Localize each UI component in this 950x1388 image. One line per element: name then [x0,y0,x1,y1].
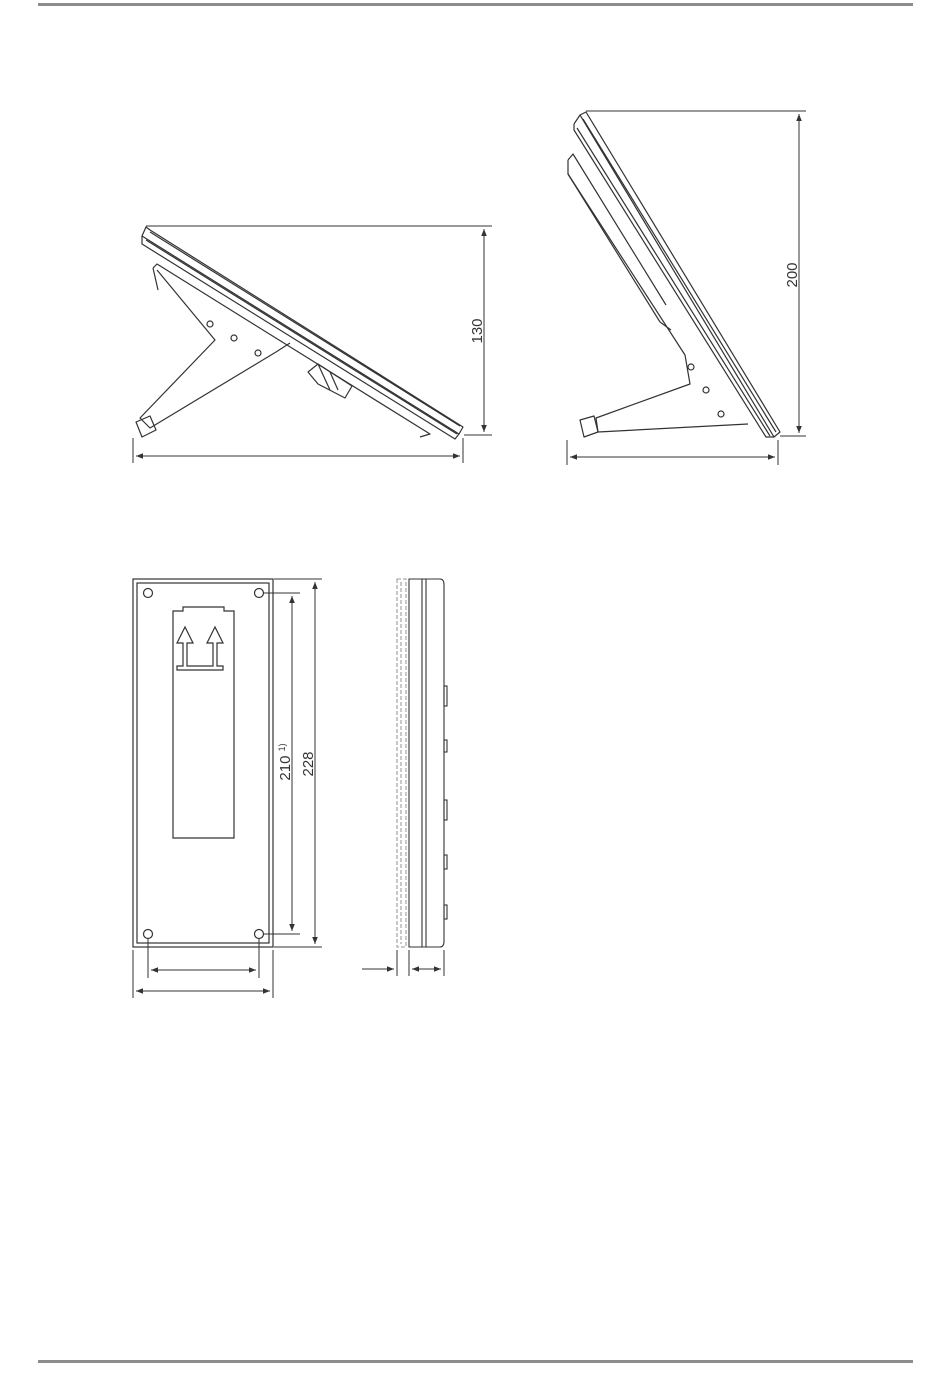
dims-rear [133,579,322,998]
side-button [444,740,447,752]
panel-body-steep [574,115,774,437]
rear-housing-shallow [153,264,430,437]
stand-leg-steep [568,174,748,432]
mounting-hole [255,930,264,939]
side-button [444,905,447,919]
mounting-hole [255,589,264,598]
screw-hole [703,387,709,393]
screw-hole [231,335,237,341]
side-view-steep [568,112,780,437]
up-arrows-icon [177,627,223,670]
dims-profile [362,950,444,976]
side-view-shallow [136,227,463,439]
side-profile [397,579,447,947]
panel-front-shallow [142,227,463,434]
screw-hole [255,350,261,356]
height-label-steep: 200 [784,262,801,288]
screw-hole [688,364,694,370]
side-button [444,800,447,820]
stand-foot-steep [580,416,598,437]
rear-housing-steep [568,154,666,322]
panel-body-shallow [142,236,459,439]
mounting-hole [144,930,153,939]
hole-spacing-label: 210 $^{1)}$ [277,743,294,781]
stand-leg-shallow [140,270,290,428]
screw-hole [718,411,724,417]
height-label-shallow: 130 [469,318,486,344]
battery-compartment [173,607,234,838]
rear-view [133,579,273,947]
overall-height-label: 228 [300,751,317,777]
mounting-hole [144,589,153,598]
rear-outer-frame [133,579,273,947]
dims-steep [567,111,806,465]
screw-hole [207,321,213,327]
side-button [444,855,447,869]
rear-inner-frame [137,583,269,943]
side-button [444,686,447,706]
